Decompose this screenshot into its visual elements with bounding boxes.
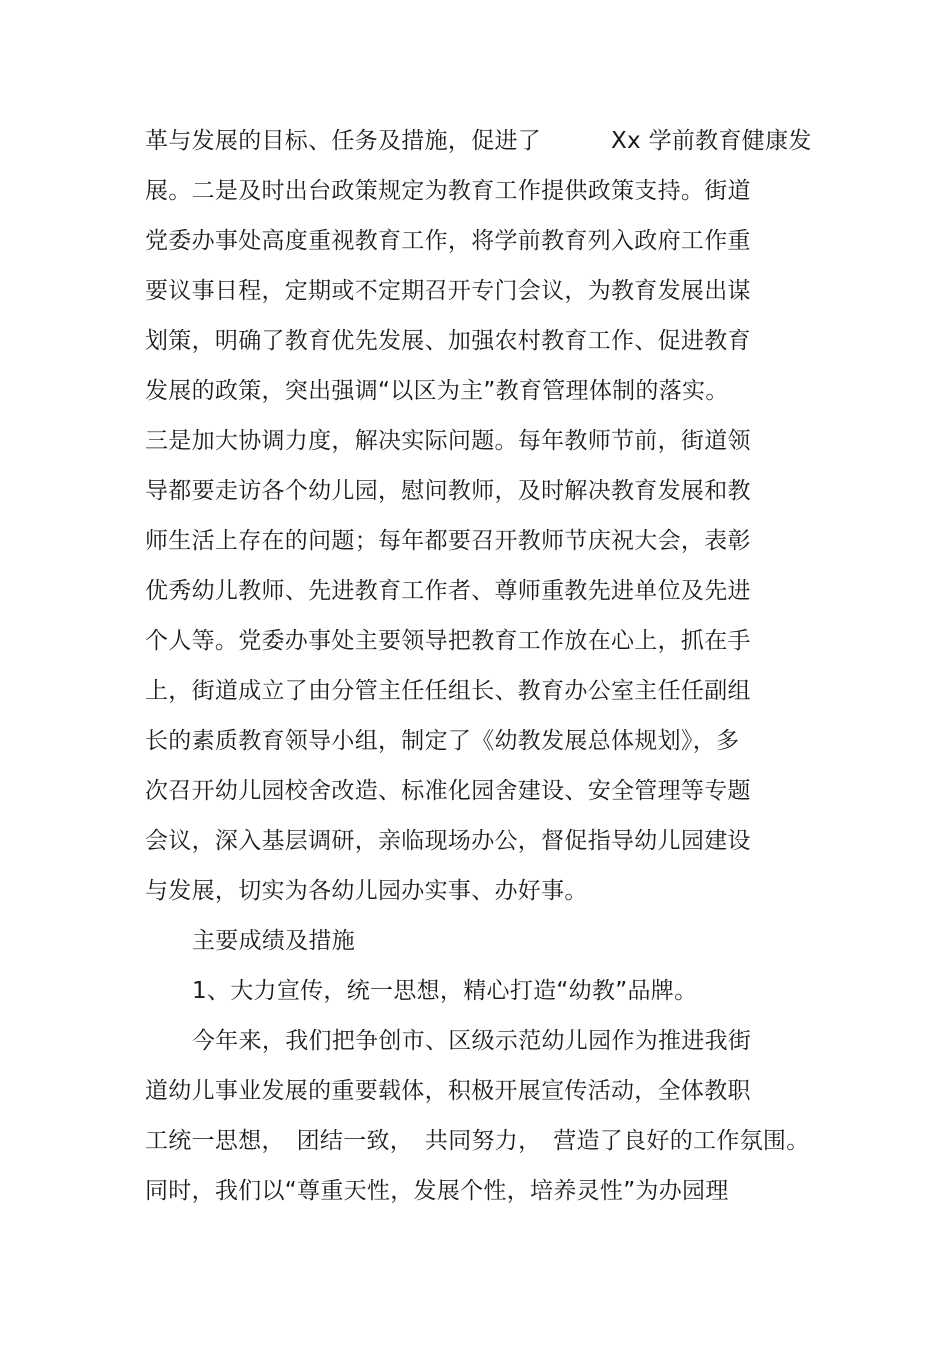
text-line: 会议，深入基层调研，亲临现场办公，督促指导幼儿园建设 — [145, 828, 751, 854]
text-line: 同时，我们以“尊重天性，发展个性，培养灵性”为办园理 — [145, 1178, 729, 1204]
text-line: 次召开幼儿园校舍改造、标准化园舍建设、安全管理等专题 — [145, 778, 751, 804]
text-line: 个人等。党委办事处主要领导把教育工作放在心上，抓在手 — [145, 628, 751, 654]
text-line: 工统一思想， 团结一致， 共同努力， 营造了良好的工作氛围。 — [145, 1128, 810, 1154]
text-line: 发展的政策，突出强调“以区为主”教育管理体制的落实。 — [145, 378, 729, 404]
text-line: 师生活上存在的问题；每年都要召开教师节庆祝大会，表彰 — [145, 528, 751, 554]
text-line: 上，街道成立了由分管主任任组长、教育办公室主任任副组 — [145, 678, 751, 704]
text-line: 与发展，切实为各幼儿园办实事、办好事。 — [145, 878, 588, 904]
text-line: 展。二是及时出台政策规定为教育工作提供政策支持。街道 — [145, 178, 751, 204]
subsection-heading: 1、大力宣传，统一思想，精心打造“幼教”品牌。 — [192, 978, 698, 1004]
text-line: 优秀幼儿教师、先进教育工作者、尊师重教先进单位及先进 — [145, 578, 751, 604]
text-line: 长的素质教育领导小组，制定了《幼教发展总体规划》，多 — [145, 728, 740, 754]
text-line: 党委办事处高度重视教育工作，将学前教育列入政府工作重 — [145, 228, 751, 254]
text-line: 革与发展的目标、任务及措施，促进了 Xx 学前教育健康发 — [145, 128, 812, 154]
text-line: 导都要走访各个幼儿园，慰问教师，及时解决教育发展和教 — [145, 478, 751, 504]
text-line: 今年来，我们把争创市、区级示范幼儿园作为推进我街 — [192, 1028, 752, 1054]
text-line: 道幼儿事业发展的重要载体，积极开展宣传活动，全体教职 — [145, 1078, 751, 1104]
text-line: 要议事日程，定期或不定期召开专门会议，为教育发展出谋 — [145, 278, 751, 304]
text-line: 三是加大协调力度，解决实际问题。每年教师节前，街道领 — [145, 428, 751, 454]
section-heading: 主要成绩及措施 — [192, 928, 356, 954]
text-line: 划策，明确了教育优先发展、加强农村教育工作、促进教育 — [145, 328, 751, 354]
